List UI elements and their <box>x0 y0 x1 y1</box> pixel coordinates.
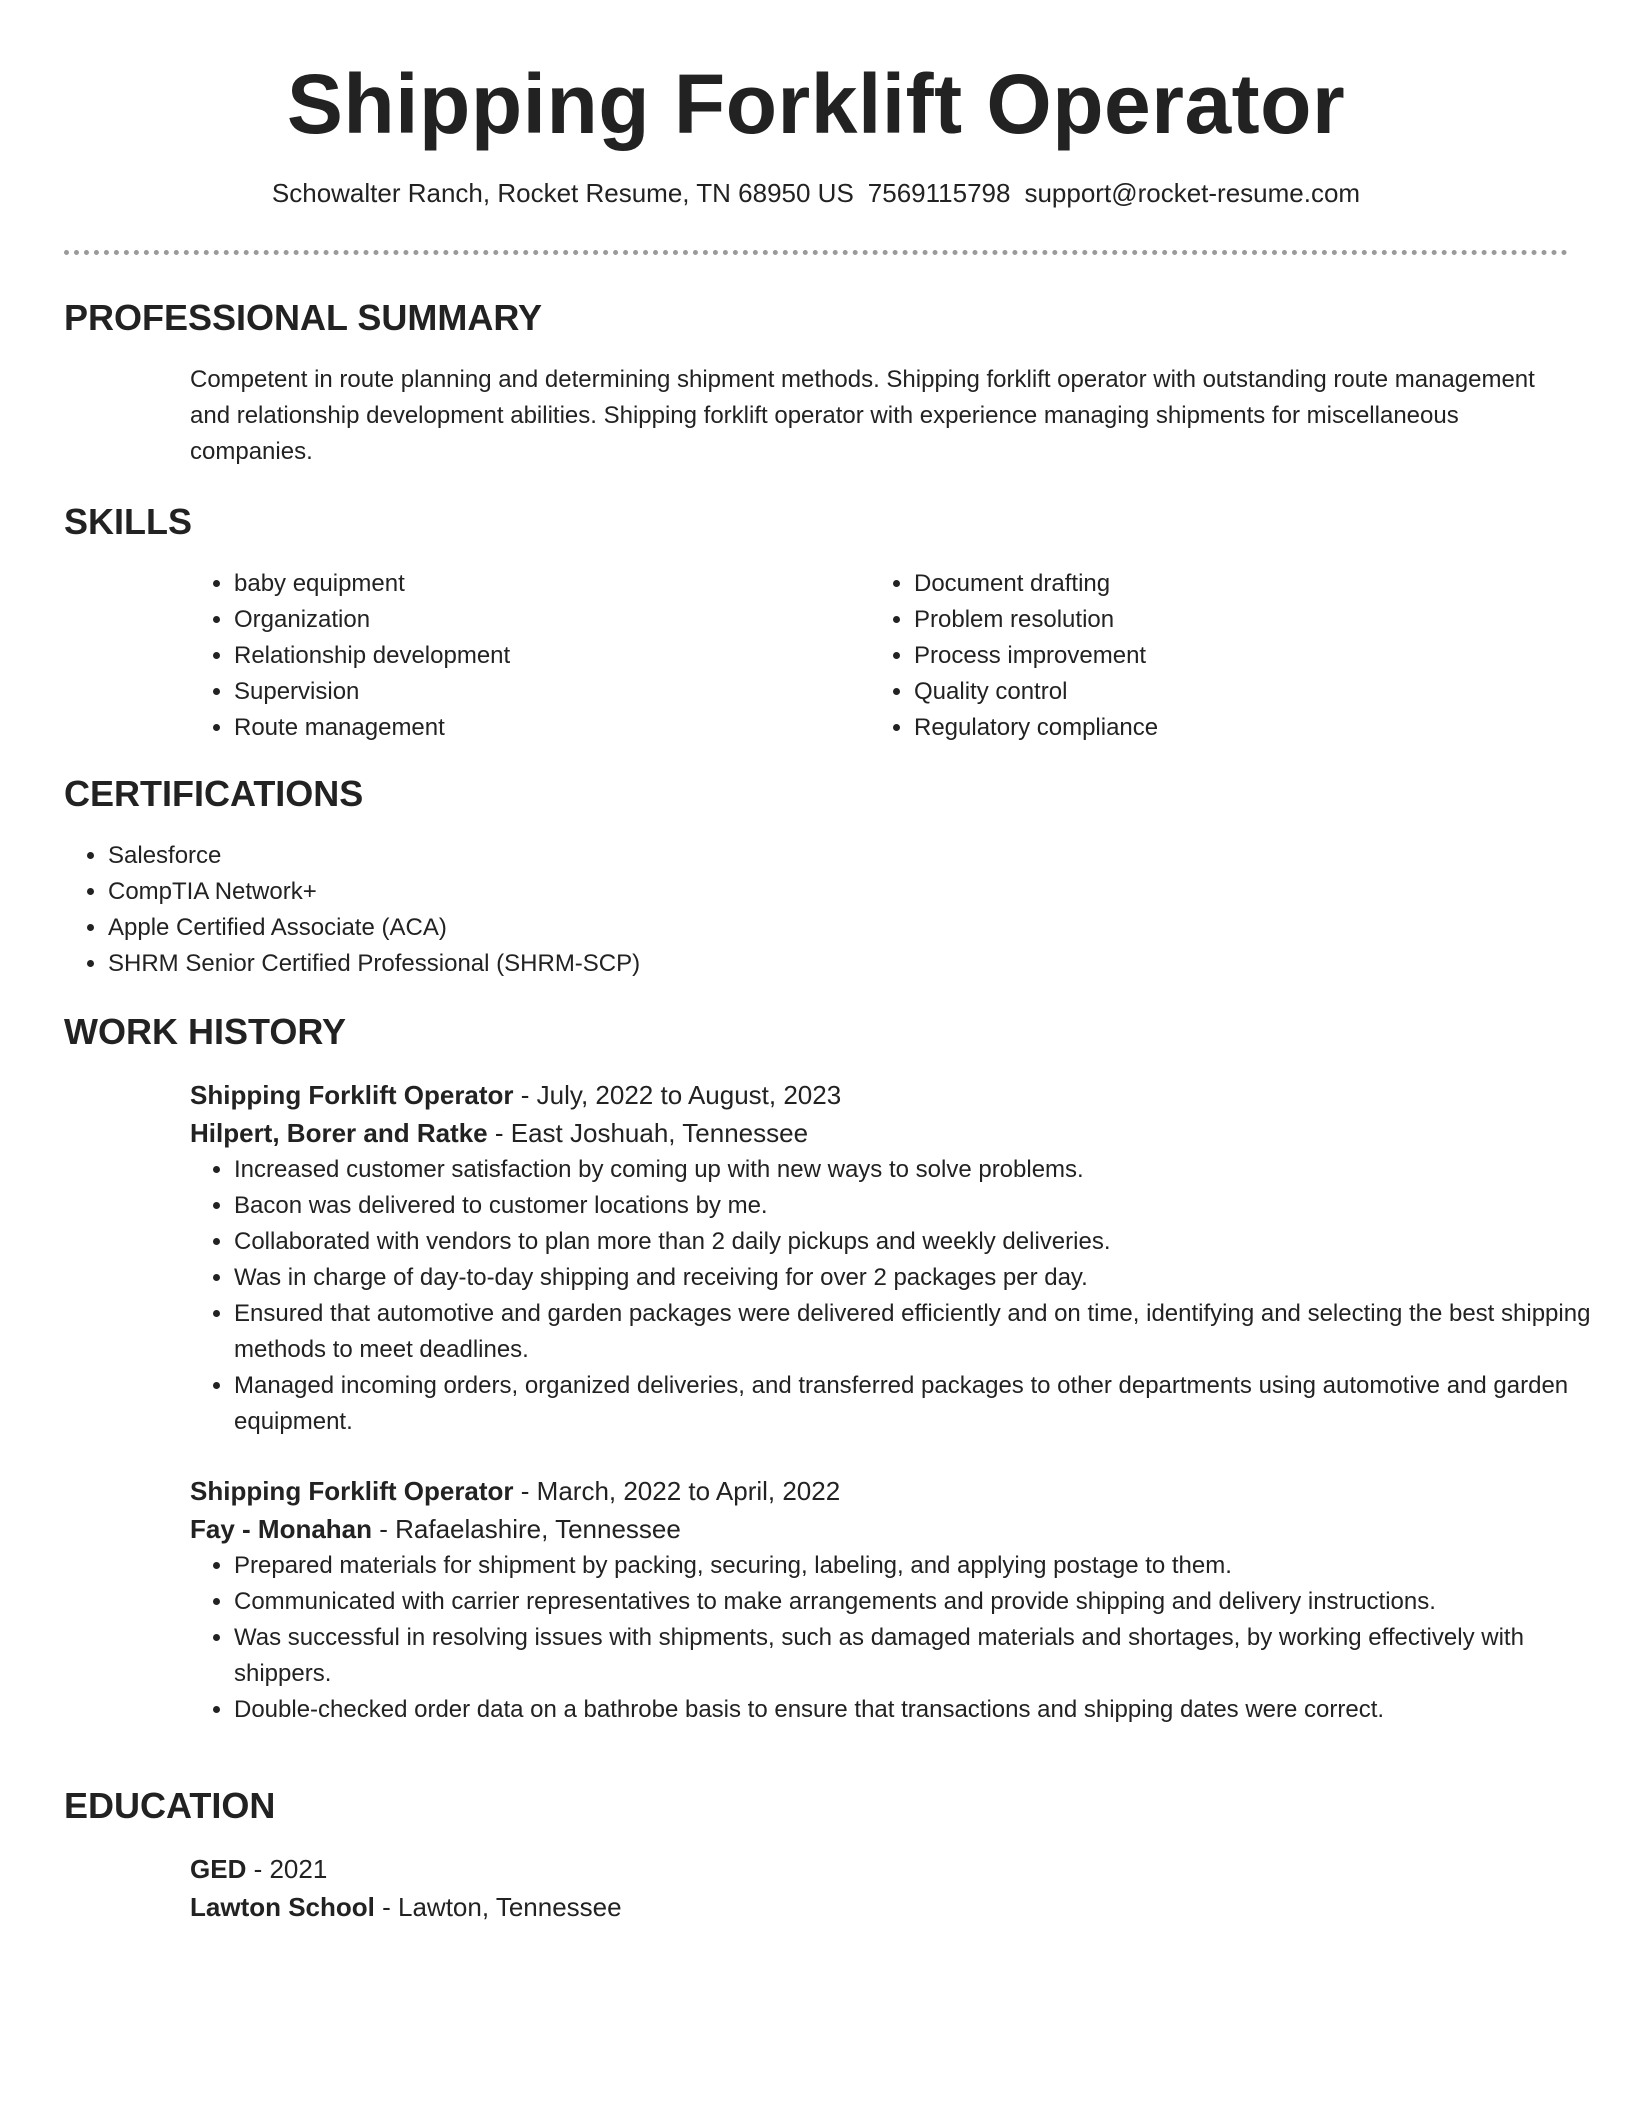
job-title-line <box>190 1076 1568 1114</box>
skill-item: • Relationship development <box>234 638 870 674</box>
contact-phone: 7569115798 <box>867 178 1011 208</box>
education-school: Lawton School <box>190 1892 375 1922</box>
job-company: Fay - Monahan <box>190 1514 373 1544</box>
work-history-section <box>64 1010 1591 1728</box>
job-duty: • Collaborated with vendors to plan more than 2 daily pickups and weekly deliveries. <box>234 1224 1614 1260</box>
skills-columns <box>190 566 1568 746</box>
job-entry <box>190 1076 1591 1440</box>
job-company: Hilpert, Borer and Ratke <box>190 1118 488 1148</box>
job-location: - East Joshuah, Tennessee <box>487 1118 809 1148</box>
job-dates: - March, 2022 to April, 2022 <box>513 1476 841 1506</box>
education-location: - Lawton, Tennessee <box>374 1892 622 1922</box>
certifications-title: CERTIFICATIONS <box>64 773 364 814</box>
skills-title: SKILLS <box>64 501 193 542</box>
skills-list-left <box>190 566 870 746</box>
certification-item: • Salesforce <box>108 838 1568 874</box>
skill-item: • Organization <box>234 602 870 638</box>
skills-column-left <box>190 566 870 746</box>
job-duty: • Double-checked order data on a bathrobe basis to ensure that transactions and shipping dates were correct. <box>234 1692 1614 1728</box>
job-duty: • Was in charge of day-to-day shipping and receiving for over 2 packages per day. <box>234 1260 1614 1296</box>
education-year: - 2021 <box>246 1854 328 1884</box>
education-entry <box>190 1850 1568 1926</box>
job-company-line <box>190 1510 1568 1548</box>
education-degree: GED <box>190 1854 247 1884</box>
job-duties-list <box>190 1548 1614 1728</box>
summary-title: PROFESSIONAL SUMMARY <box>64 297 543 338</box>
job-duties-list <box>190 1152 1614 1440</box>
skill-item: • Regulatory compliance <box>914 710 1550 746</box>
education-school-line <box>190 1888 1568 1926</box>
job-entry <box>190 1472 1568 1728</box>
resume-name: Shipping Forklift Operator <box>286 57 1346 151</box>
skill-item: • Supervision <box>234 674 870 710</box>
skills-column-right <box>870 566 1550 746</box>
job-duty: • Was successful in resolving issues with shipments, such as damaged materials and shortages, by working effectively with shippers. <box>234 1620 1614 1692</box>
education-degree-line <box>190 1850 1568 1888</box>
contact-address: Schowalter Ranch, Rocket Resume, TN 68950 US <box>271 178 854 208</box>
job-company-line <box>190 1114 1568 1152</box>
job-duty: • Ensured that automotive and garden packages were delivered efficiently and on time, identifying and selecting the best shipping methods to meet deadlines. <box>234 1296 1614 1368</box>
certification-item: • SHRM Senior Certified Professional (SHRM-SCP) <box>108 946 1568 982</box>
certification-item: • Apple Certified Associate (ACA) <box>108 910 1568 946</box>
job-duty: • Managed incoming orders, organized deliveries, and transferred packages to other departments using automotive and garden equipment. <box>234 1368 1614 1440</box>
contact-email: support@rocket-resume.com <box>1024 178 1361 208</box>
contact-line <box>64 176 1568 210</box>
certifications-section <box>64 772 1568 982</box>
education-section <box>64 1784 1568 1926</box>
job-duty: • Increased customer satisfaction by coming up with new ways to solve problems. <box>234 1152 1614 1188</box>
job-title-line <box>190 1472 1568 1510</box>
header-divider <box>64 250 1568 255</box>
certification-item: • CompTIA Network+ <box>108 874 1568 910</box>
summary-section <box>64 296 1568 470</box>
education-title: EDUCATION <box>64 1785 276 1826</box>
skill-item: • Process improvement <box>914 638 1550 674</box>
skills-list-right <box>870 566 1550 746</box>
job-duty: • Bacon was delivered to customer locations by me. <box>234 1188 1614 1224</box>
skill-item: • Route management <box>234 710 870 746</box>
skill-item: • Problem resolution <box>914 602 1550 638</box>
skills-section <box>64 500 1568 746</box>
job-role: Shipping Forklift Operator <box>190 1080 514 1110</box>
job-duty: • Prepared materials for shipment by packing, securing, labeling, and applying postage to them. <box>234 1548 1614 1584</box>
skill-item: • baby equipment <box>234 566 870 602</box>
job-duty: • Communicated with carrier representatives to make arrangements and provide shipping and delivery instructions. <box>234 1584 1614 1620</box>
skill-item: • Quality control <box>914 674 1550 710</box>
skill-item: • Document drafting <box>914 566 1550 602</box>
summary-text: Competent in route planning and determining shipment methods. Shipping forklift operator with outstanding route management and relationship development abilities. Shipping forklift operator with experience managing shipments for miscellaneous companies. <box>190 366 1535 465</box>
work-history-title: WORK HISTORY <box>64 1011 347 1052</box>
job-dates: - July, 2022 to August, 2023 <box>513 1080 842 1110</box>
certifications-list <box>64 838 1568 982</box>
job-role: Shipping Forklift Operator <box>190 1476 514 1506</box>
job-location: - Rafaelashire, Tennessee <box>372 1514 681 1544</box>
